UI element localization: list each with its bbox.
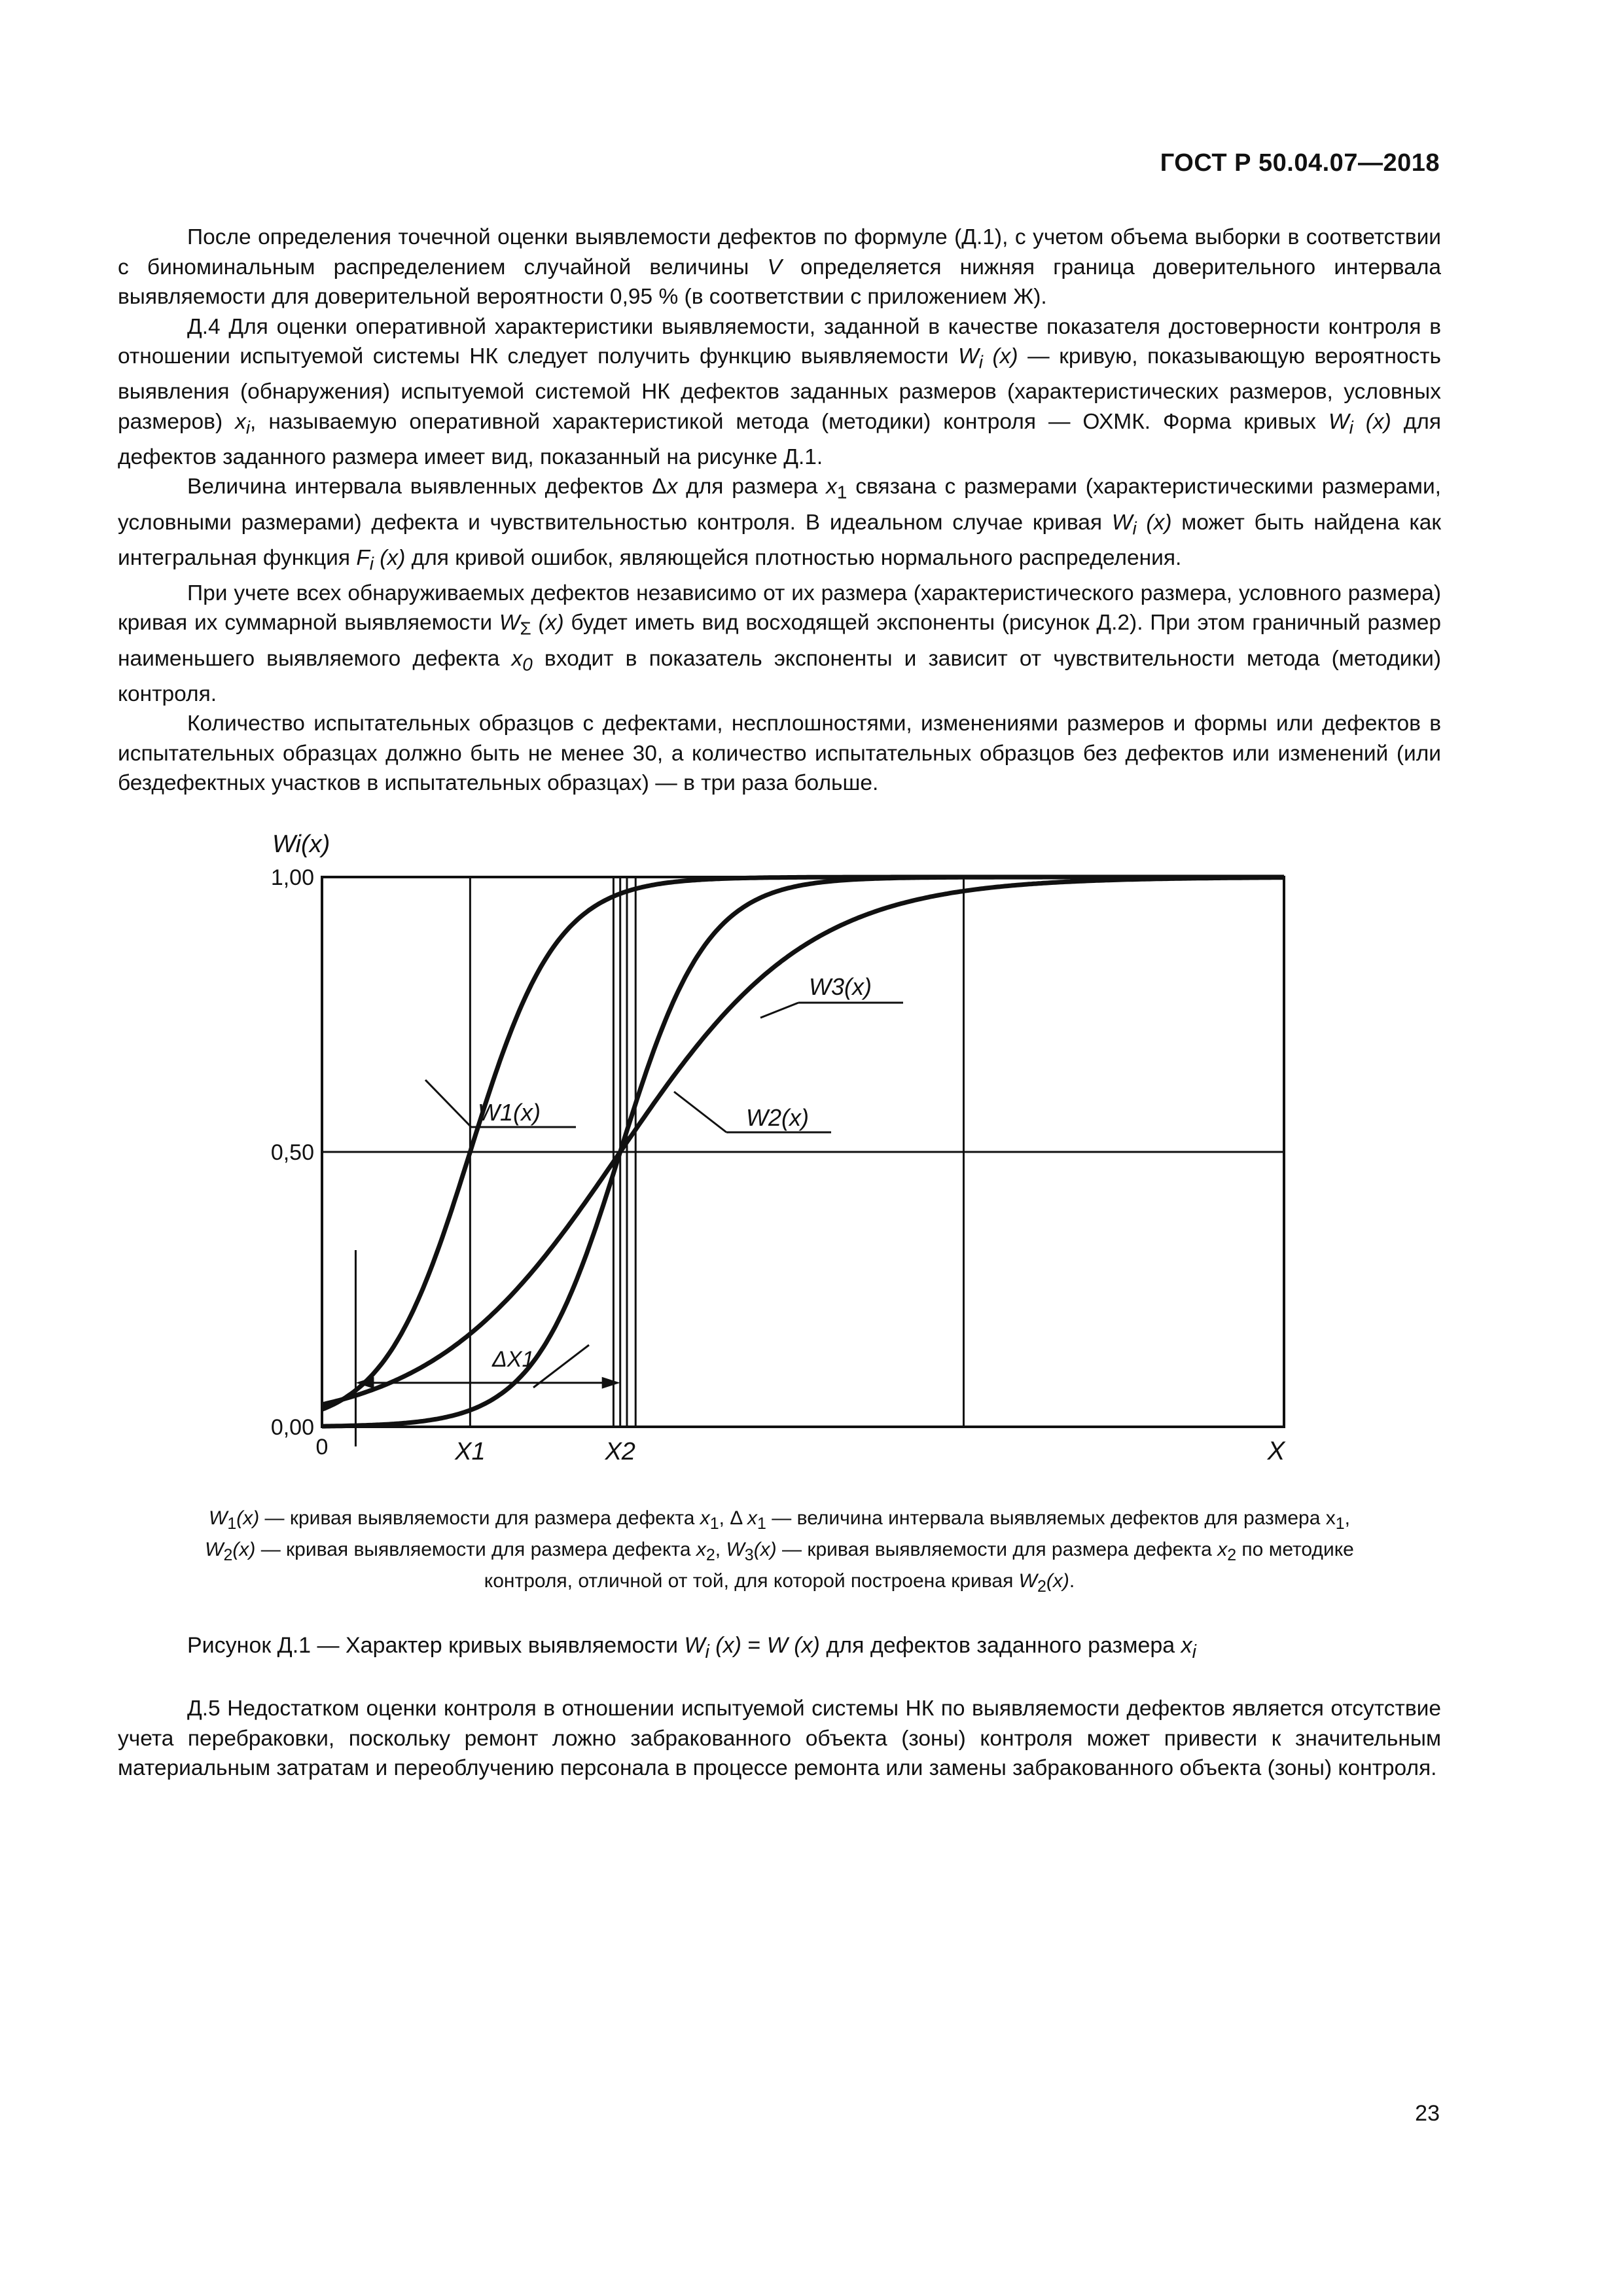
delta-x-label: ΔX1: [492, 1347, 535, 1372]
x-tick-x2: X2: [605, 1438, 635, 1465]
paragraph-3: Величина интервала выявленных дефектов Δx для размера $x_1$ связана с размерами (характеристическими размерами, условными размерами) дефекта и чувствительностью контроля. В идеальном случае кривая $W_i$ (x) может быть найдена как интегральная функция $F_i$ (x) для кривой ошибок, являющейся плотностью нормального распределения.: [118, 475, 1442, 574]
w3-leader: [760, 1003, 798, 1018]
y-axis-label: Wi(x): [272, 831, 330, 858]
paragraph-1: После определения точечной оценки выявлемости дефектов по формуле (Д.1), с учетом объема выборки в соответствии с биноминальным распределением случайной величины V определяется нижняя граница доверительного интервала выявляемости для доверительной вероятности 0,95 % (в соответствии с приложением Ж).: [118, 225, 1441, 309]
legend-note-line-3: контроля, отличной от той, для которой построена кривая $W_2(x)$.: [484, 1570, 1075, 1596]
figure-title: Рисунок Д.1 — Характер кривых выявляемости $W_i$ (x) = W (x) для дефектов заданного размера $x_i$: [187, 1633, 1196, 1662]
paragraph-2: Д.4 Для оценки оперативной характеристики выявляемости, заданной в качестве показателя достоверности контроля в отношении испытуемой системы НК следует получить функцию выявляемости $W_i$ (x) — кривую, показывающую вероятность выявления (обнаружения) испытуемой системой НК дефектов заданных размеров (характеристических размеров, условных размеров) $x_i$, называемую оперативной характеристикой метода (методики) контроля — ОХМК. Форма кривых $W_i$ (x) для дефектов заданного размера имеет вид, показанный на рисунке Д.1.: [118, 314, 1441, 469]
figure-d1: [249, 818, 1322, 1492]
body-text-lower: [118, 1694, 1441, 1784]
body-text-upper: [118, 223, 1441, 798]
page-number: 23: [1415, 2101, 1440, 2126]
legend-note-line-1: $W_1(x)$ — кривая выявляемости для размера дефекта $x_1$, Δ $x_1$ — величина интервала выявляемых дефектов для размера $x_1$,: [208, 1507, 1350, 1533]
curve-w1x: [322, 877, 1284, 1409]
w1-label: W1(x): [478, 1099, 541, 1126]
y-tick-050: 0,50: [270, 1140, 314, 1165]
w3-label: W3(x): [809, 973, 872, 1000]
x-axis-label: X: [1267, 1437, 1285, 1465]
paragraph-5: Количество испытательных образцов с дефектами, несплошностями, изменениями размеров и формы или дефектов в испытательных образцах должно быть не менее 30, а количество испытательных образцов без дефектов или изменений (или бездефектных участков в испытательных образцах) — в три раза больше.: [118, 711, 1441, 796]
paragraph-4: При учете всех обнаруживаемых дефектов независимо от их размера (характеристического размера, условного размера) кривая их суммарной выявляемости $W_\Sigma$ (x) будет иметь вид восходящей экспоненты (рисунок Д.2). При этом граничный размер наименьшего выявляемого дефекта $x_0$ входит в показатель экспоненты и зависит от чувствительности метода (методики) контроля.: [118, 581, 1442, 706]
delta-x-arrowhead-right: [602, 1377, 620, 1389]
y-tick-100: 1,00: [270, 865, 314, 890]
detectability-chart: [249, 818, 1322, 1492]
paragraph-6: Д.5 Недостатком оценки контроля в отношении испытуемой системы НК по выявляемости дефектов является отсутствие учета перебраковки, поскольку ремонт ложно забракованного объекта (зоны) контроля может привести к значительным материальным затратам и переоблучению персонала в процессе ремонта или замены забракованного объекта (зоны) контроля.: [118, 1696, 1441, 1780]
w2-label: W2(x): [746, 1104, 809, 1131]
w2-leader: [674, 1092, 726, 1132]
document-header: ГОСТ Р 50.04.07—2018: [1160, 149, 1440, 177]
w1-leader: [425, 1080, 471, 1127]
curve-w3x: [322, 878, 1284, 1405]
x-tick-0: 0: [315, 1435, 329, 1460]
y-tick-000: 0,00: [270, 1415, 314, 1440]
x-tick-x1: X1: [455, 1438, 486, 1465]
figure-legend-note: [118, 1505, 1441, 1600]
legend-note-line-2: $W_2(x)$ — кривая выявляемости для размера дефекта $x_2$, $W_3(x)$ — кривая выявляемости для размера дефекта $x_2$ по методике: [205, 1539, 1354, 1564]
